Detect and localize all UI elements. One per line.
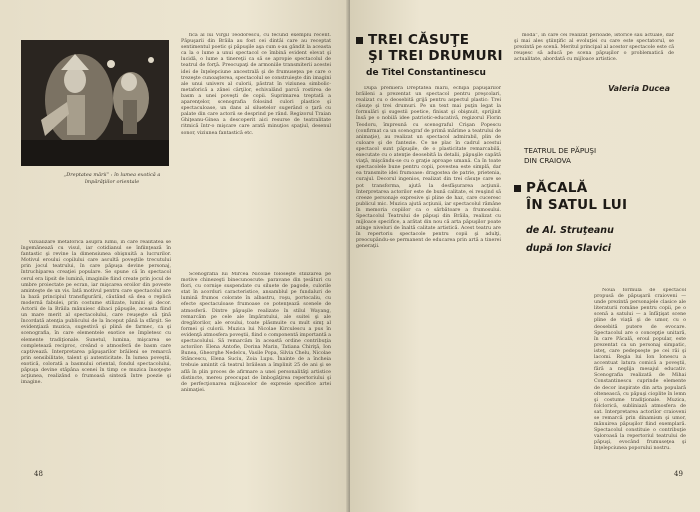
title-line-1: TREI CĂSUŢE <box>368 32 470 48</box>
section-line-1: TEATRUL DE PĂPUŞI <box>524 146 597 155</box>
paragraph: Scenografia lui Mircea Nicolae foloseşte stilizarea pe motive chinezeşti binecunoscute: paravane din ţesături cu flori, cu cornişe suspendate cu siluete de pagode, culorile stat în acorduri caracteristice, ansamblul pe fundaluri de lumină frumos colorate în albastru, roşu, portocaliu, cu efecte spectaculoase frumoase ce potenţează scenele de atmosferă. Dintre păpuşile realizate în stilul Wayang, remarcăm pe cele ale împăratului, ale suitei şi ale dregătorilor, ale eroului, toate plăsmuite cu mult simţ al formei şi culorii. Muzica lui Nicolae Kirculescu a pus în evidenţă atmosfera poveştii, fiind o componentă importantă a spectacolului. Să remarcăm în această ordine contribuţia actorilor: Elena Antofie, Dorina Marin, Tatiana Chiriţă, Ion Bunea, Gheorghe Nedelcu, Vasile Popa, Silvia Chelu, Nicolae Stăncescu, Elena Suciu, Zoia Lupu. Înainte de a încheia trebuie amintit că teatrul brăilean a împlinit 25 de ani şi se află în plin proces de afirmare a unei personalităţi artistice distincte, mereu preocupat de îmbogăţirea repertoriului şi de perfecţionarea mijloacelor de expresie specifice artei animaţiei. <box>181 272 331 393</box>
photo-illustration <box>21 40 169 166</box>
author2-line-2: după Ion Slavici <box>526 243 612 254</box>
paragraph: După premiera Dreptatea mării, echipa păpuşarilor brăileni a prezentat un spectacol pentru preşcolari, realizat cu o deosebită grijă pentru aspectul plastic: Trei căsuţe şi trei drumuri. Pe un text mai puţin legat la formulări şi sugestii poetice, finisat şi obişnuit, sprijinit însă pe o nobilă idee patriotic-educativă, regizorul Florin Teodoru, împreună cu scenograful Crişan Popescu (confirmat ca un scenograf de primă mărime a teatrului de animaţie), au realizat un spectacol admirabil, plin de culoare şi de fantezie. Ce ne plac în cadrul acestui spectacol sunt păpuşile, de o plasticitate remarcabilă, executate cu o atenţie deosebită la detalii, păpuşile capătă viaţă, mişcându-se cu o graţie aproape umană. Ca în toate spectacolele bune pentru copii, povestea este simplă, dar ea transmite idei frumoase: dragostea de patrie, prietenia, curajul. Decorul ingenios, realizat din trei căsuţe care se pot transforma, ajută la desfăşurarea acţiunii. Interpretarea actorilor este de bună calitate, ei reuşind să creeze personaje expresive şi pline de haz, care cuceresc publicul mic. Muzica ajută acţiunii, iar spectacolul rămâne în memoria copiilor ca o sărbătoare a frumosului. Spectacolul Teatrului de păpuşi din Brăila, realizat cu mijloace specifice, a arătat din nou că arta păpuşilor poate atinge niveluri de înaltă calitate artistică. Acest teatru are în repertoriu spectacole pentru copii şi adulţi, preocupându-se permanent de educarea prin artă a tinerei generaţii. <box>356 86 501 250</box>
section-line-2: DIN CRAIOVA <box>524 156 571 165</box>
right-page <box>350 0 700 512</box>
title2-line-1: PĂCALĂ <box>526 180 588 196</box>
text-column-right <box>181 272 331 468</box>
puppet-photo <box>21 40 169 166</box>
text-column-left <box>356 86 501 469</box>
article-title <box>356 32 503 64</box>
title2-line-2: ÎN SATUL LUI <box>526 197 628 213</box>
text-column-left <box>21 240 171 468</box>
article-author: de Titel Constantinescu <box>366 68 486 78</box>
bullet-square-icon <box>514 185 521 192</box>
signature: Valeria Ducea <box>608 84 670 93</box>
bullet-square-icon <box>356 37 363 44</box>
article-author-2 <box>526 222 614 258</box>
page-number: 49 <box>674 470 683 478</box>
paragraph: fica al lui Virgil Teodorescu, cu fecund exemplu recent. Păpuşarii din Brăila au fost cei dintâi care au receptat sentimentul poetic şi păpuşile aşa cum s-au gândit la aceasta ca la o lume a unui spectacol ce îmbină evident elevat şi lucidă, o lume a tinereţii ca să se apropie spectacolul de teatrul de forţă. Preocupaţi de armoniile transmiterii acestei idei de înţelepciune ancestrală şi de frumuseţea pe care o trezeşte cunoaşterea, spectacolul se construieşte din imagini ale unui univers al culorii, păstrat în viziunea simbolic-metaforică a zânei cărţilor, echivalând parcă rostirea de basm a unei poveşti de copii. Suprimarea treptată a aparenţelor, scenografia folosind culori plastice şi spectaculoase, un dans al siluetelor sugerând o ţară cu palate din care actorii se desprind pe rând. Regizorul Traian Ghiţeanu-Ginea a descoperit aici resurse de teatralitate ritmică într-o mişcare care arată minuţios spaţiul, desenul sonor, viziunea fantastică etc. <box>181 33 331 136</box>
paragraph: Noua formulă de spectacol propusă de păpuşarii craioveni — unde prezintă personajele clasice ale literaturii române pentru copii, pe o scenă a satului — a înfăţişat scene pline de viaţă şi de umor, cu o deosebită putere de evocare. Spectacolul are o concepţie unitară, în care Păcală, eroul popular, este prezentat ca un personaj simpatic, isteţ, care pedepseşte pe cei răi şi lacomi. Regia lui Ion Ionescu a accentuat latura comică a poveştii, fără a neglija mesajul educativ. Scenografia realizată de Mihai Constantinescu cuprinde elemente de decor inspirate din arta populară oltenească, cu păpuşi cioplite în lemn şi costume tradiţionale. Muzica, folclorică, subliniază atmosfera de sat. Interpretarea actorilor craioveni se remarcă prin dinamism şi umor, mânuirea păpuşilor fiind exemplară. Spectacolul constituie o contribuţie valoroasă la repertoriul teatrului de păpuşi, evocând frumuseţea şi înţelepciunea poporului nostru. <box>594 288 686 452</box>
article-title-2 <box>514 180 627 214</box>
text-column-right-bottom <box>594 288 686 468</box>
author2-line-1: de Al. Struţeanu <box>526 225 614 236</box>
title-line-2: ŞI TREI DRUMURI <box>368 48 503 64</box>
paragraph: vizualizare metaforică asupra lumii, în care realitatea se îngemănează cu visul, iar cotidianul se înfiinţează în fantastic şi revine la dimensiunea obişnuită a lucrurilor. Motivul eroului copilului care ascultă poveştile trecutului prin jocul teatrului, în care păpuşa devine personaj, întruchiparea creaţiei populare. Se spune că în spectacol cerul era lipsit de lumină, imaginile fiind create prin jocul de umbre proiectate pe ecran, iar mişcarea eroilor din poveste aminteşte de un vis. Iată motivul pentru care spectacolul are la bază principiul transfigurării, căutând să dea o replică modernă fabulei, prin costume stilizate, lumini şi decor. Actorii de la Brăila mânuiesc dibaci păpuşile, aceasta fiind un mare merit al spectacolului, care reuşeşte să ţină încordată atenţia publicului de la început până la sfârşit. Se evidenţiază muzica, sugestivă şi plină de farmec, ca şi scenografia, în care elementele exotice se împletesc cu elemente tradiţionale. Sunetul, lumina, mişcarea se completează reciproc, creând o atmosferă de basm care captivează. Interpretarea păpuşarilor brăileni se remarcă prin sensibilitate, talent şi autenticitate. În lumea poveştii, exotică, colorată a basmului oriental, fondul spectacolului, păpuşa devine stăpâna scenei în timp ce muzica însoţeşte acţiunea, realizând o frumoasă sinteză între poezie şi imagine. <box>21 240 171 386</box>
photo-caption: „Dreptatea mării” : în lumea exotică a împărăţiilor orientale <box>63 172 161 185</box>
page-number: 48 <box>34 470 43 478</box>
section-label <box>524 146 596 166</box>
text-column-top-right <box>181 33 331 268</box>
paragraph: modă”, în care cei realizat perioade, istorice sau actuale, dar şi mai ales ştiinţific al evoluţiei cu care este spectatorul, se prezintă pe scenă. Meritul principal al acestor spectacole este că reuşesc să aducă pe scena păpuşilor o problematică de actualitate, abordată cu mijloace artistice. <box>514 33 674 63</box>
text-column-right-top <box>514 33 674 81</box>
